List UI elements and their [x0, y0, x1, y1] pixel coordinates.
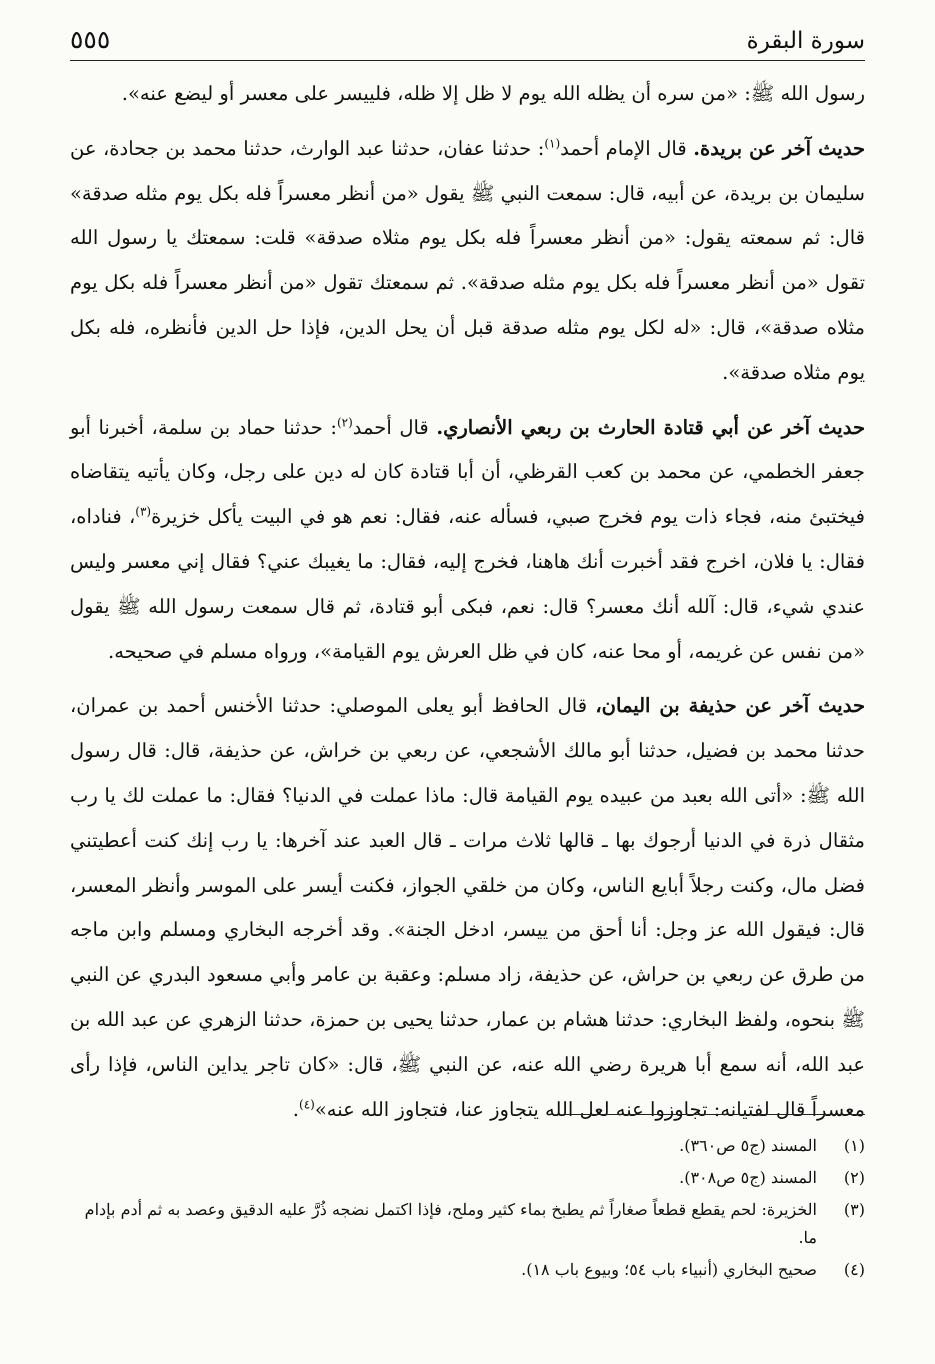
paragraph-text: قال الحافظ أبو يعلى الموصلي: حدثنا الأخنس أحمد بن عمران، حدثنا محمد بن فضيل، حدثنا أبو مالك الأشجعي، عن ربعي بن خراش، عن حذيفة، قال: قال رسول الله ﷺ: «أتى الله بعبد من عبيده يوم القيامة قال: ماذا عملت في الدنيا؟ فقال: ما عملت لك يا رب مثقال ذرة في الدنيا أرجوك بها ـ قالها ثلاث مرات ـ قال العبد عند آخرها: يا رب إنك كنت أعطيتني فضل مال، وكنت رجلاً أبايع الناس، وكان من خلقي الجواز، فكنت أيسر على الموسر وأنظر المعسر، قال: فيقول الله عز وجل: أنا أحق من ييسر، ادخل الجنة». وقد أخرجه البخاري ومسلم وابن ماجه من طرق عن ربعي بن حراش، عن حذيفة، زاد مسلم: وعقبة بن عامر وأبي مسعود البدري عن النبي ﷺ بنحوه، ولفظ البخاري: حدثنا هشام بن عمار، حدثنا يحيى بن حمزة، حدثنا الزهري عن عبد الله بن عبد الله، أنه سمع أبا هريرة رضي الله عنه، عن النبي ﷺ، قال: «كان تاجر يداين الناس، فإذا رأى معسراً قال لفتيانه: تجاوزوا عنه لعل الله يتجاوز عنا، فتجاوز الله عنه» — [70, 694, 865, 1121]
footnote-number: (١) — [843, 1136, 865, 1155]
paragraph-1 — [70, 72, 865, 117]
paragraph-text: قال أحمد — [352, 415, 437, 439]
footnote-ref: (٣) — [135, 504, 152, 519]
paragraph-3 — [70, 406, 865, 675]
footnote-number: (٢) — [843, 1168, 865, 1187]
surah-title: سورة البقرة — [746, 28, 865, 54]
footnote-item — [70, 1164, 865, 1192]
paragraph-text: ، فناداه، فقال: يا فلان، اخرج فقد أخبرت أنك هاهنا، فخرج إليه، فقال: ما يغيبك عني؟ فقال إني معسر وليس عندي شيء، قال: آلله أنك معسر؟ قال: نعم، فبكى أبو قتادة، ثم قال سمعت رسول الله ﷺ يقول «من نفس عن غريمه، أو محا عنه، كان في ظل العرش يوم القيامة»، ورواه مسلم في صحيحه. — [70, 505, 865, 663]
paragraph-2 — [70, 127, 865, 396]
footnote-ref: (١) — [544, 136, 561, 151]
footnote-text: صحيح البخاري (أنبياء باب ٥٤؛ وبيوع باب ١٨). — [521, 1260, 817, 1279]
paragraph-text: : حدثنا عفان، حدثنا عبد الوارث، حدثنا محمد بن جحادة، عن سليمان بن بريدة، عن أبيه، قال: سمعت النبي ﷺ يقول «من أنظر معسراً فله بكل يوم مثله صدقة» قال: ثم سمعته يقول: «من أنظر معسراً فله بكل يوم مثلاه صدقة» قلت: سمعتك يا رسول الله تقول «من أنظر معسراً فله بكل يوم مثله صدقة». ثم سمعتك تقول «من أنظر معسراً فله بكل يوم مثلاه صدقة»، قال: «له لكل يوم مثله صدقة قبل أن يحل الدين، فإذا حل الدين فأنظره، فله بكل يوم مثلاه صدقة». — [70, 136, 865, 384]
main-text — [70, 72, 865, 1132]
footnote-item — [70, 1196, 865, 1252]
footnote-item — [70, 1256, 865, 1284]
footnote-ref: (٢) — [336, 415, 353, 430]
footnote-text: المسند (ج٥ ص٣٦٠). — [679, 1136, 817, 1155]
hadith-heading: حديث آخر عن بريدة. — [693, 136, 865, 160]
paragraph-text: : حدثنا حماد بن سلمة، أخبرنا أبو جعفر الخطمي، عن محمد بن كعب القرظي، أن أبا قتادة كان له دين على رجل، وكان يأتيه يتقاضاه فيختبئ منه، فجاء ذات يوم فخرج صبي، فسأله عنه، فقال: نعم هو في البيت يأكل خزيرة — [70, 415, 865, 529]
paragraph-text: رسول الله ﷺ: «من سره أن يظله الله يوم لا ظل إلا ظله، فلييسر على معسر أو ليضع عنه». — [121, 82, 865, 105]
footnote-text: المسند (ج٥ ص٣٠٨). — [679, 1168, 817, 1187]
paragraph-text: قال الإمام أحمد — [560, 136, 694, 160]
footnote-number: (٤) — [843, 1260, 865, 1279]
footnote-item — [70, 1132, 865, 1160]
footnote-number: (٣) — [843, 1200, 865, 1219]
footnote-text: الخزيرة: لحم يقطع قطعاً صغاراً ثم يطبخ بماء كثير وملح، فإذا اكتمل نضجه ذُرَّ عليه الدقيق وعصد به ثم أدم بإدام ما. — [84, 1200, 817, 1247]
footnote-ref: (٤) — [299, 1097, 315, 1112]
footnote-divider — [565, 1114, 865, 1115]
page-number: ٥٥٥ — [70, 25, 111, 54]
paragraph-text: . — [292, 1097, 299, 1121]
paragraph-4 — [70, 684, 865, 1132]
page-header — [70, 22, 865, 61]
hadith-heading: حديث آخر عن حذيفة بن اليمان، — [595, 694, 865, 718]
hadith-heading: حديث آخر عن أبي قتادة الحارث بن ربعي الأنصاري. — [436, 415, 866, 439]
footnotes — [70, 1132, 865, 1288]
